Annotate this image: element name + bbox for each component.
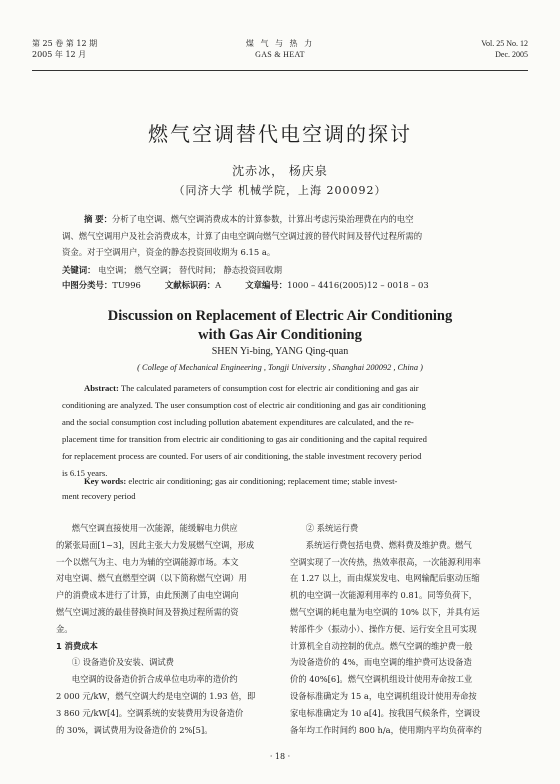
- body-line: 的紧张局面[1~3]，因此主张大力发展燃气空调，形成: [56, 539, 255, 550]
- body-line: 户的消费成本进行了计算，由此预测了由电空调向: [56, 590, 239, 601]
- abstract-en-line: for replacement process are counted. For users of air conditioning, the stable investment recovery period: [62, 451, 422, 461]
- affiliation-en: ( College of Mechanical Engineering , Tongji University , Shanghai 200092 , China ): [137, 363, 423, 372]
- keywords-zh: [62, 263, 498, 277]
- header-journal-zh: 煤 气 与 热 力: [245, 39, 315, 48]
- keywords-zh-label: 关键词：: [62, 265, 96, 275]
- keywords-en-line: electric air conditioning; gas air conditioning; replacement time; stable invest-: [128, 476, 398, 486]
- body-line: 空调实现了一次传热，热效率很高，一次能源利用率: [290, 556, 481, 567]
- body-line: 金。: [56, 623, 73, 634]
- body-line: 燃气空调直接使用一次能源，能缓解电力供应: [71, 523, 238, 533]
- paper-title-en: [0, 307, 560, 345]
- header-volume-en: Vol. 25 No. 12: [481, 39, 528, 48]
- header-volume-zh: 第 25 卷 第 12 期: [32, 39, 98, 48]
- abstract-zh-label: 摘 要：: [84, 214, 113, 224]
- classification-line: [62, 278, 520, 292]
- body-line: 系统运行费包括电费、燃料费及维护费。燃气: [305, 539, 472, 550]
- running-header: [32, 38, 528, 71]
- body-line: 的 30%，调试费用为设备造价的 2%[5]。: [56, 724, 213, 735]
- body-line: 3 860 元/kW[4]。空调系统的安装费用为设备造价: [56, 707, 244, 718]
- body-line: 设备标准确定为 15 a，电空调机组设计使用寿命按: [290, 690, 477, 701]
- body-column-left: [56, 520, 276, 738]
- affiliation-zh: （同济大学 机械学院，上海 200092）: [173, 184, 387, 197]
- body-line: 为设备造价的 4%，而电空调的维护费可达设备造: [290, 657, 472, 668]
- abstract-zh: [62, 211, 498, 261]
- abstract-en-line: is 6.15 years.: [62, 468, 108, 478]
- keywords-en-line: ment recovery period: [62, 490, 136, 501]
- body-line: 燃气空调过渡的最佳替换时间及替换过程所需的资: [56, 606, 239, 617]
- body-line: 燃气空调的耗电量为电空调的 10% 以下，并具有运: [290, 606, 480, 617]
- paper-title-en-line: with Gas Air Conditioning: [198, 327, 362, 343]
- page-number: · 18 ·: [269, 752, 291, 761]
- header-journal: [32, 38, 528, 60]
- authors-zh: 沈赤冰， 杨庆泉: [232, 164, 328, 178]
- abstract-en: [62, 380, 498, 482]
- body-line: 在 1.27 以上，而由煤炭发电、电网输配后驱动压缩: [290, 573, 480, 584]
- abstract-zh-line: 资金。对于空调用户，资金的静态投资回收期为 6.15 a。: [62, 247, 276, 257]
- article-number-value: 1000 – 4416(2005)12 – 0018 – 03: [287, 280, 429, 290]
- article-number-label: 文章编号：: [245, 280, 288, 290]
- body-line: 转部件少（振动小）、操作方便、运行安全且可实现: [290, 623, 477, 634]
- authors-en: SHEN Yi-bing, YANG Qing-quan: [211, 346, 349, 357]
- body-column-right: [290, 520, 508, 738]
- header-date-zh: 2005 年 12 月: [32, 50, 87, 59]
- body-line: 对电空调、燃气直燃型空调（以下简称燃气空调）用: [56, 573, 247, 584]
- body-line: 备年均工作时间约 800 h/a，使用期内平均负荷率约: [290, 724, 482, 735]
- abstract-en-label: Abstract:: [84, 383, 119, 393]
- body-line: 一个以燃气为主、电力为辅的空调能源市场。本文: [56, 556, 239, 567]
- doc-code-label: 文献标识码：: [164, 280, 216, 290]
- body-line: 2 000 元/kW，燃气空调大约是电空调的 1.93 倍，即: [56, 690, 256, 701]
- section-heading: 1 消费成本: [56, 640, 98, 651]
- body-line: 家电标准确定为 10 a[4]。按我国气候条件，空调设: [290, 707, 481, 718]
- abstract-en-line: placement time for transition from electric air conditioning to gas air conditioning and the capital required: [62, 434, 427, 444]
- abstract-zh-line: 分析了电空调、燃气空调消费成本的计算参数，计算出考虑污染治理费在内的电空: [112, 214, 414, 224]
- keywords-zh-text: 电空调； 燃气空调； 替代时间； 静态投资回收期: [98, 265, 283, 275]
- body-line: 机的电空调一次能源利用率约 0.81。同等负荷下，: [290, 590, 478, 601]
- abstract-en-line: and the social consumption cost including pollution abatement expenditures are calculated, and the re-: [62, 417, 414, 427]
- subsection-heading: ② 系统运行费: [305, 523, 359, 533]
- paper-title-en-line: Discussion on Replacement of Electric Air Conditioning: [107, 308, 453, 324]
- header-journal-en: GAS & HEAT: [255, 50, 305, 59]
- paper-title-zh: 燃气空调替代电空调的探讨: [148, 122, 412, 146]
- abstract-en-line: conditioning are analyzed. The user consumption cost of electric air conditioning and gas air conditioning: [62, 400, 426, 410]
- keywords-en: [62, 474, 498, 503]
- clc-label: 中图分类号：: [62, 280, 113, 290]
- clc-value: TU996: [112, 280, 141, 290]
- doc-code-value: A: [215, 280, 222, 290]
- header-date-en: Dec. 2005: [495, 50, 528, 59]
- abstract-en-line: The calculated parameters of consumption cost for electric air conditioning and gas air: [120, 383, 419, 393]
- header-issue-en: [481, 38, 528, 60]
- body-line: 电空调的设备造价折合成单位电功率的造价约: [71, 674, 238, 685]
- keywords-en-label: Key words:: [84, 476, 127, 486]
- subsection-heading: ① 设备造价及安装、调试费: [71, 657, 174, 668]
- abstract-zh-line: 调、燃气空调用户及社会消费成本，计算了由电空调向燃气空调过渡的替代时间及替代过程所需的: [62, 230, 423, 241]
- body-line: 价的 40%[6]。燃气空调机组设计使用寿命按工业: [290, 674, 473, 685]
- body-line: 计算机全自动控制的优点。燃气空调的维护费一般: [290, 640, 473, 651]
